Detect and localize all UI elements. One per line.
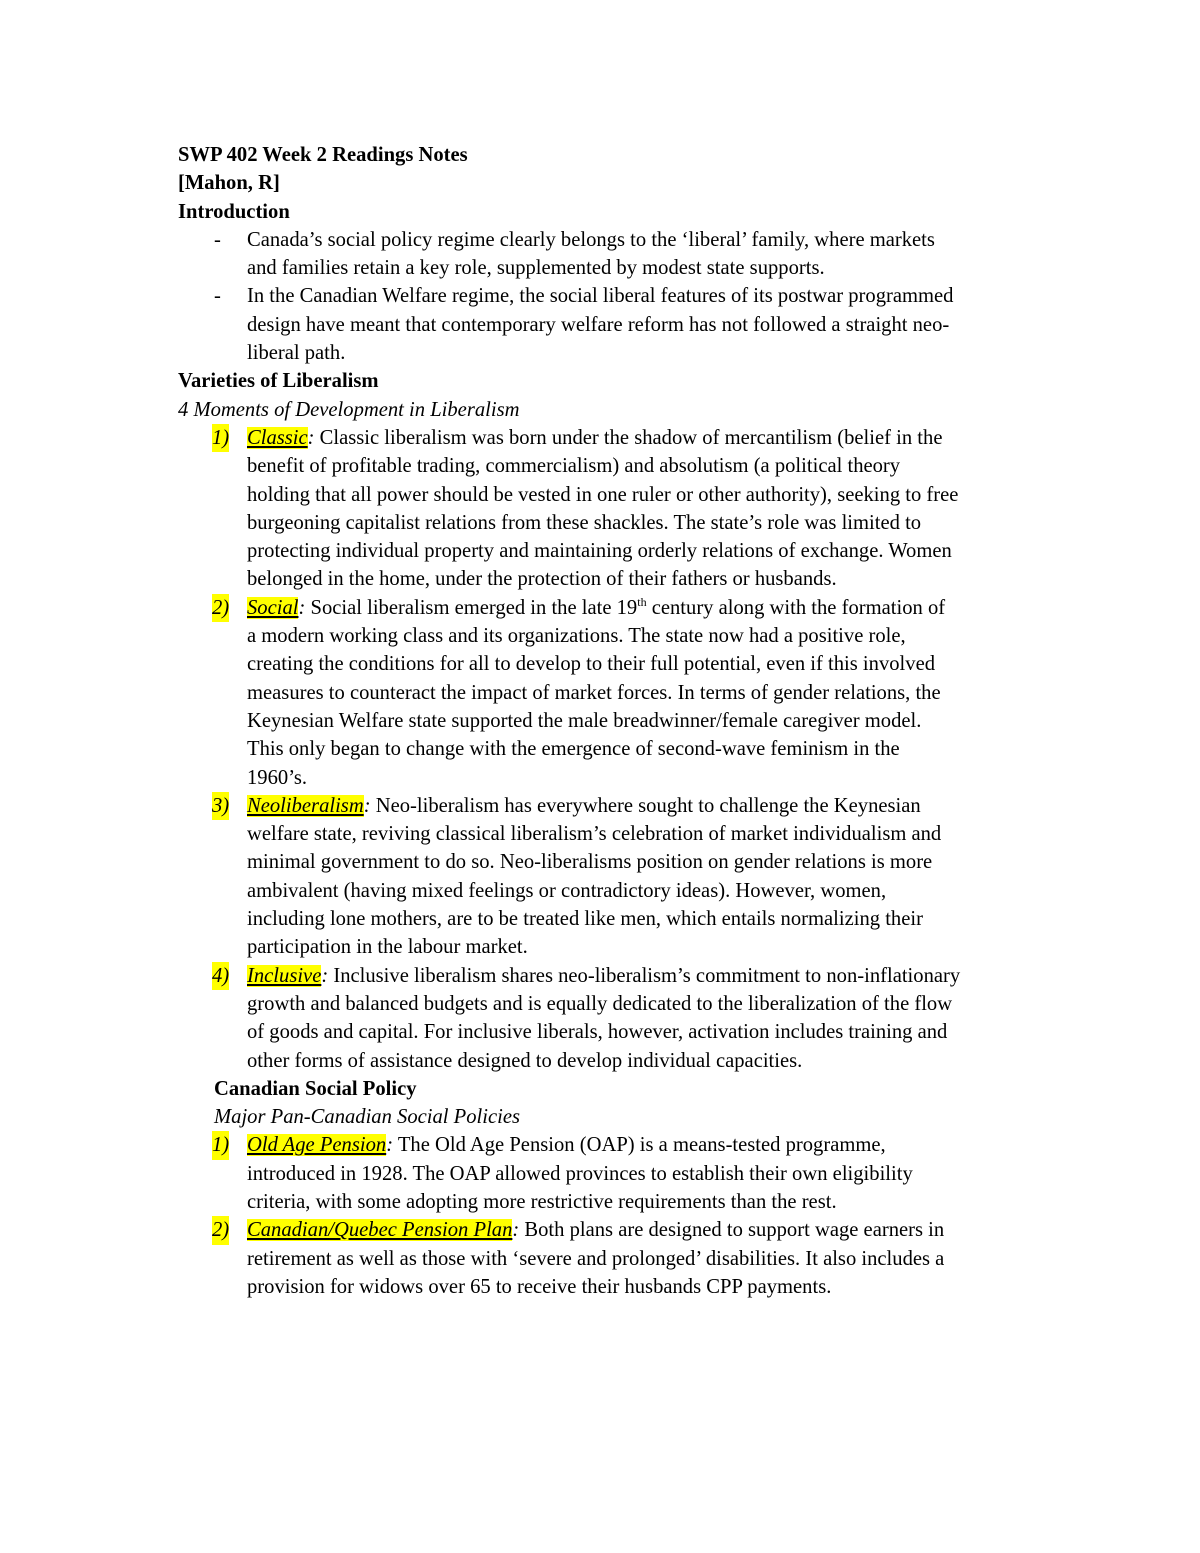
canadian-subheading: Major Pan-Canadian Social Policies xyxy=(214,1106,521,1129)
text-line: ambivalent (having mixed feelings or contradictory ideas). However, women, xyxy=(247,879,887,902)
list-item xyxy=(178,1216,1078,1301)
term-colon: : xyxy=(307,426,315,449)
introduction-list xyxy=(178,226,1078,367)
document-title: SWP 402 Week 2 Readings Notes xyxy=(178,144,468,166)
item-number: 4) xyxy=(212,962,229,990)
document-page xyxy=(178,141,1078,1301)
highlighted-term: Classic xyxy=(247,426,308,449)
item-number: 2) xyxy=(212,1216,229,1244)
text-line: criteria, with some adopting more restrictive requirements than the rest. xyxy=(247,1190,837,1213)
item-number: 1) xyxy=(212,424,229,452)
item-text: Neo-liberalism has everywhere sought to challenge the Keynesian xyxy=(370,794,921,817)
list-item xyxy=(178,962,1078,1075)
list-item xyxy=(178,792,1078,962)
text-line: holding that all power should be vested in one ruler or other authority), seeking to free xyxy=(247,483,959,506)
item-text: Both plans are designed to support wage earners in xyxy=(519,1219,945,1242)
text-line: protecting individual property and maintaining orderly relations of exchange. Women xyxy=(247,540,952,563)
text-line: creating the conditions for all to develop to their full potential, even if this involved xyxy=(247,653,936,676)
text-line: benefit of profitable trading, commercialism) and absolutism (a political theory xyxy=(247,455,901,478)
text-line xyxy=(247,1216,1078,1244)
text-line: measures to counteract the impact of market forces. In terms of gender relations, the xyxy=(247,681,941,704)
item-text: Classic liberalism was born under the shadow of mercantilism (belief in the xyxy=(314,426,943,449)
text-line xyxy=(247,962,1078,990)
text-line xyxy=(247,1131,1078,1159)
text-line: other forms of assistance designed to develop individual capacities. xyxy=(247,1049,803,1072)
text-line: liberal path. xyxy=(247,342,346,365)
list-item xyxy=(178,282,1078,367)
text-line: participation in the labour market. xyxy=(247,936,528,959)
item-number: 3) xyxy=(212,792,229,820)
list-item xyxy=(178,424,1078,594)
text-line: Canada’s social policy regime clearly belongs to the ‘liberal’ family, where markets xyxy=(247,228,935,251)
text-line: design have meant that contemporary welfare reform has not followed a straight neo- xyxy=(247,313,950,336)
item-text: Inclusive liberalism shares neo-liberalism’s commitment to non-inflationary xyxy=(328,964,961,987)
highlighted-term: Social xyxy=(247,596,299,619)
term-colon: : xyxy=(321,964,329,987)
text-line: burgeoning capitalist relations from these shackles. The state’s role was limited to xyxy=(247,511,922,534)
text-line: including lone mothers, are to be treated like men, which entails normalizing their xyxy=(247,908,923,931)
text-line: and families retain a key role, supplemented by modest state supports. xyxy=(247,257,825,280)
term-colon: : xyxy=(298,596,306,619)
text-line: of goods and capital. For inclusive liberals, however, activation includes training and xyxy=(247,1021,948,1044)
text-line: Keynesian Welfare state supported the male breadwinner/female caregiver model. xyxy=(247,709,922,732)
item-number: 2) xyxy=(212,594,229,622)
text-line: belonged in the home, under the protection of their fathers or husbands. xyxy=(247,568,837,591)
text-line: a modern working class and its organizations. The state now had a positive role, xyxy=(247,625,906,648)
highlighted-term: Neoliberalism xyxy=(247,794,364,817)
item-text: The Old Age Pension (OAP) is a means-tested programme, xyxy=(393,1134,886,1157)
canadian-list xyxy=(178,1131,1078,1301)
term-colon: : xyxy=(512,1219,520,1242)
item-number: 1) xyxy=(212,1131,229,1159)
text-line: retirement as well as those with ‘severe and prolonged’ disabilities. It also includes a xyxy=(247,1247,945,1270)
text-line: provision for widows over 65 to receive their husbands CPP payments. xyxy=(247,1275,832,1298)
item-text: century along with the formation of xyxy=(646,596,946,619)
text-line: growth and balanced budgets and is equally dedicated to the liberalization of the flow xyxy=(247,992,953,1015)
text-line: In the Canadian Welfare regime, the social liberal features of its postwar programmed xyxy=(247,285,954,308)
dash-marker: - xyxy=(214,285,221,308)
highlighted-term: Old Age Pension xyxy=(247,1134,387,1157)
highlighted-term: Inclusive xyxy=(247,964,322,987)
superscript: th xyxy=(637,594,647,609)
text-line xyxy=(247,792,1078,820)
text-line: minimal government to do so. Neo-liberalisms position on gender relations is more xyxy=(247,851,933,874)
dash-marker: - xyxy=(214,228,221,251)
term-colon: : xyxy=(363,794,371,817)
list-item xyxy=(178,1131,1078,1216)
introduction-heading: Introduction xyxy=(178,200,290,223)
list-item xyxy=(178,226,1078,283)
varieties-heading: Varieties of Liberalism xyxy=(178,370,379,393)
item-text: Social liberalism emerged in the late 19 xyxy=(305,596,638,619)
highlighted-term: Canadian/Quebec Pension Plan xyxy=(247,1219,513,1242)
text-line xyxy=(247,594,1078,622)
text-line: welfare state, reviving classical liberalism’s celebration of market individualism and xyxy=(247,823,942,846)
term-colon: : xyxy=(386,1134,394,1157)
list-item xyxy=(178,594,1078,792)
text-line: This only began to change with the emergence of second-wave feminism in the xyxy=(247,738,900,761)
text-line: introduced in 1928. The OAP allowed provinces to establish their own eligibility xyxy=(247,1162,913,1185)
author-reference: [Mahon, R] xyxy=(178,172,280,195)
varieties-list xyxy=(178,424,1078,1075)
varieties-subheading: 4 Moments of Development in Liberalism xyxy=(178,398,520,421)
text-line xyxy=(247,424,1078,452)
canadian-heading: Canadian Social Policy xyxy=(214,1077,417,1100)
text-line: 1960’s. xyxy=(247,766,308,789)
